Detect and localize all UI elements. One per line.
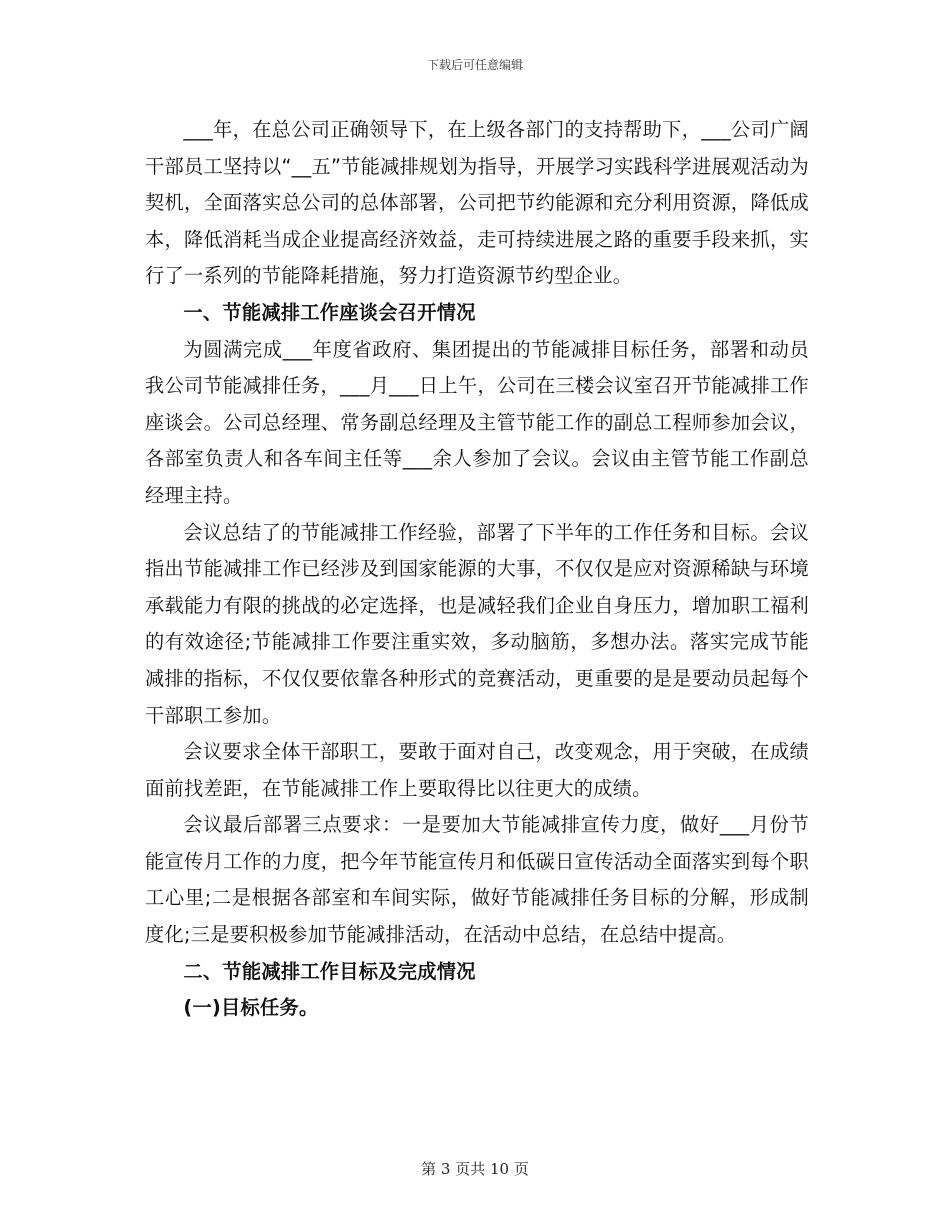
- section-heading-1: 一、节能减排工作座谈会召开情况: [183, 300, 476, 324]
- page-number: 第 3 页共 10 页: [421, 1160, 529, 1178]
- meeting-paragraph: 为圆满完成___年度省政府、集团提出的节能减排目标任务，部署和动员我公司节能减排任务，___月___日上午，公司在三楼会议室召开节能减排工作座谈会。公司总经理、常务副总经理及主管节能工作的副总工程师参加会议，各部室负责人和各车间主任等___余人参加了会议。会议由主管节能工作副总经理主持。: [145, 337, 809, 507]
- summary-paragraph: 会议总结了的节能减排工作经验，部署了下半年的工作任务和目标。会议指出节能减排工作已经涉及到国家能源的大事，不仅仅是应对资源稀缺与环境承载能力有限的挑战的必定选择，也是减轻我们企业自身压力，增加职工福利的有效途径;节能减排工作要注重实效，多动脑筋，多想办法。落实完成节能减排的指标，不仅仅要依靠各种形式的竞赛活动，更重要的是是要动员起每个干部职工参加。: [145, 520, 809, 727]
- intro-paragraph: ___年，在总公司正确领导下，在上级各部门的支持帮助下，___公司广阔干部员工坚持以“__五”节能减排规划为指导，开展学习实践科学进展观活动为契机，全面落实总公司的总体部署，公司把节约能源和充分利用资源，降低成本，降低消耗当成企业提高经济效益，走可持续进展之路的重要手段来抓，实行了一系列的节能降耗措施，努力打造资源节约型企业。: [145, 118, 809, 288]
- final-requirements-paragraph: 会议最后部署三点要求：一是要加大节能减排宣传力度，做好___月份节能宣传月工作的力度，把今年节能宣传月和低碳日宣传活动全面落实到每个职工心里;二是根据各部室和车间实际，做好节能减排任务目标的分解，形成制度化;三是要积极参加节能减排活动，在活动中总结，在总结中提高。: [145, 813, 809, 947]
- page-header: 下载后可任意编辑: [426, 58, 523, 72]
- requirement-paragraph: 会议要求全体干部职工，要敢于面对自己，改变观念，用于突破，在成绩面前找差距，在节能减排工作上要取得比以往更大的成绩。: [145, 740, 809, 800]
- section-heading-2: 二、节能减排工作目标及完成情况: [183, 959, 476, 983]
- document-body: [145, 112, 809, 1027]
- subsection-heading: (一)目标任务。: [183, 996, 319, 1020]
